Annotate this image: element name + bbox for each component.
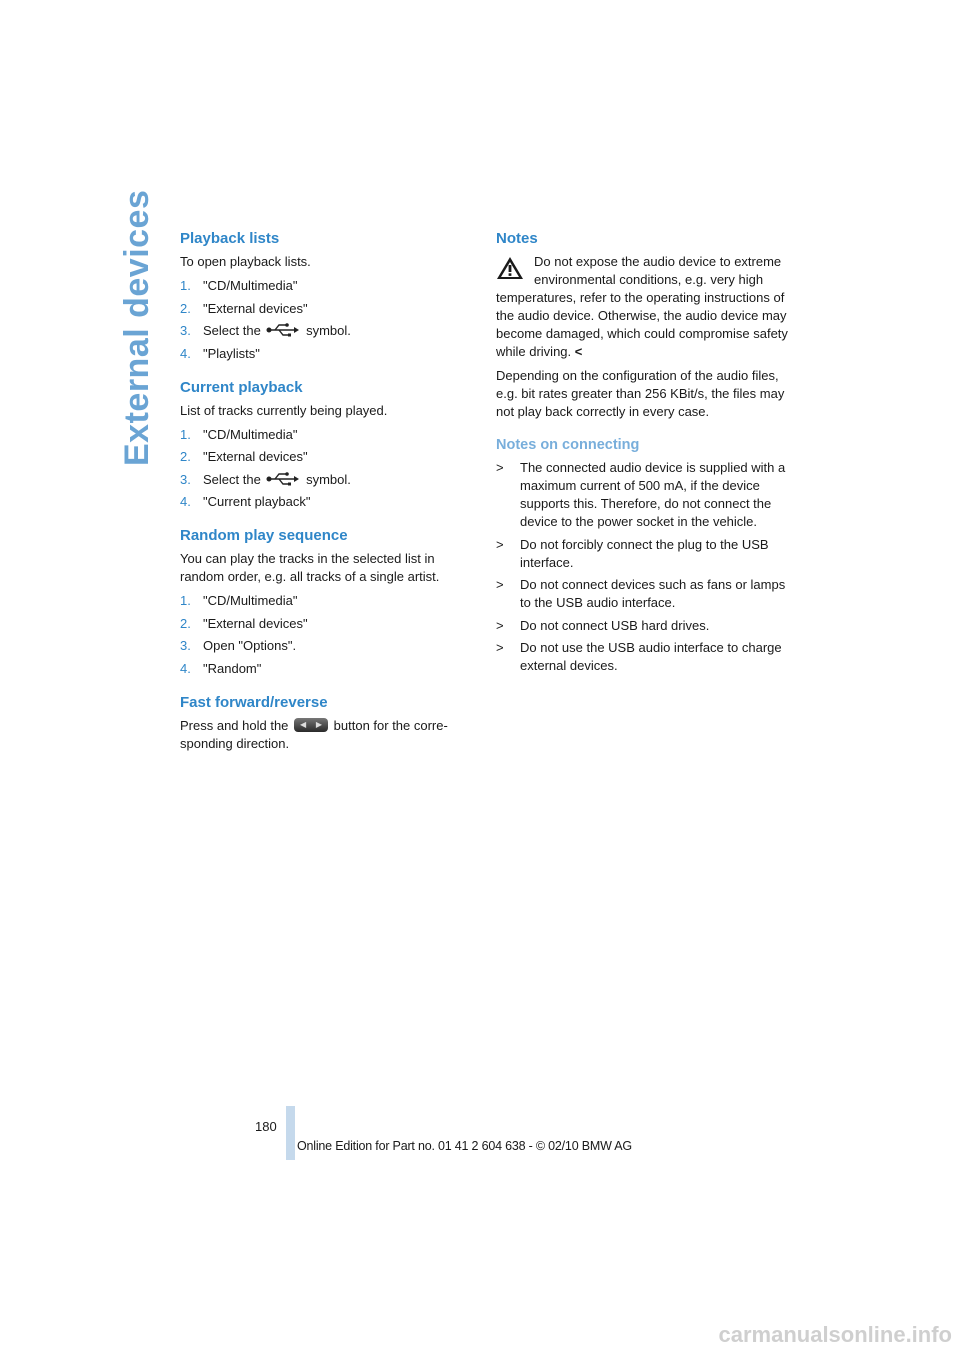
- edition-footer: Online Edition for Part no. 01 41 2 604 638 - © 02/10 BMW AG: [297, 1139, 632, 1153]
- current-playback-intro: List of tracks currently being played.: [180, 402, 388, 418]
- step-item: 1. "CD/Multimedia": [180, 593, 298, 608]
- section-playback-lists: [180, 230, 472, 363]
- list-item: > The connected audio device is supplied with a maximum current of 500 mA, if the device supports this. Therefore, do not connect the device to the power socket in the vehicle.: [496, 460, 786, 529]
- section-notes: [496, 230, 788, 421]
- warning-paragraph: Do not expose the audio device to extreme environmental conditions, e.g. very high temperatures, refer to the operating instructions of the audio device. Otherwise, the audio device may become damaged, which could compromise safety while driving. <: [496, 254, 788, 359]
- step-item: 4. "Current playback": [180, 494, 311, 509]
- step-item: 4. "Playlists": [180, 345, 260, 361]
- fast-forward-text: Press and hold the ◀ ▶ button for the corre-sponding direction.: [180, 717, 448, 751]
- playback-lists-steps: [180, 277, 472, 363]
- chapter-side-title: External devices: [118, 189, 156, 466]
- step-item: 2. "External devices": [180, 615, 308, 631]
- list-item: > Do not connect devices such as fans or lamps to the USB audio interface.: [496, 577, 786, 610]
- step-item: 1. "CD/Multimedia": [180, 426, 298, 442]
- heading-current-playback: Current playback: [180, 378, 303, 396]
- section-fast-forward: [180, 694, 472, 753]
- heading-playback-lists: Playback lists: [180, 230, 280, 247]
- connecting-list: [496, 459, 788, 675]
- random-play-steps: [180, 592, 472, 678]
- left-column: [180, 230, 472, 769]
- list-item: > Do not use the USB audio interface to charge external devices.: [496, 640, 782, 673]
- notes-paragraph: Depending on the configuration of the audio files, e.g. bit rates greater than 256 KBit/s, the files may not play back correctly in every case.: [496, 368, 785, 419]
- random-play-intro: You can play the tracks in the selected list in random order, e.g. all tracks of a single artist.: [180, 551, 440, 584]
- step-item: 3. Select the symbol.: [180, 323, 351, 338]
- step-item: 1. "CD/Multimedia": [180, 278, 298, 293]
- section-notes-connecting: [496, 437, 788, 675]
- step-item: 3. Open "Options".: [180, 638, 297, 653]
- heading-fast-forward: Fast forward/reverse: [180, 693, 328, 711]
- warning-triangle-icon: [496, 255, 524, 281]
- heading-random-play: Random play sequence: [180, 527, 348, 544]
- list-item: > Do not connect USB hard drives.: [496, 617, 710, 633]
- heading-notes-connecting: Notes on connecting: [496, 437, 640, 453]
- playback-lists-intro: To open playback lists.: [180, 254, 311, 269]
- heading-notes: Notes: [496, 230, 538, 247]
- usb-icon: [266, 471, 300, 487]
- section-current-playback: [180, 379, 472, 512]
- step-item: 4. "Random": [180, 660, 262, 676]
- footer-accent-bar: [286, 1106, 295, 1160]
- current-playback-steps: [180, 426, 472, 512]
- watermark: carmanualsonline.info: [718, 1322, 952, 1347]
- step-item: 2. "External devices": [180, 300, 308, 316]
- seek-button-icon: ◀ ▶: [294, 718, 328, 732]
- usb-icon: [266, 322, 300, 338]
- right-column: [496, 230, 788, 691]
- step-item: 2. "External devices": [180, 449, 308, 464]
- section-random-play: [180, 527, 472, 678]
- end-mark: <: [574, 344, 583, 359]
- page-number: 180: [255, 1119, 277, 1134]
- step-item: 3. Select the symbol.: [180, 471, 351, 487]
- list-item: > Do not forcibly connect the plug to the USB interface.: [496, 536, 769, 570]
